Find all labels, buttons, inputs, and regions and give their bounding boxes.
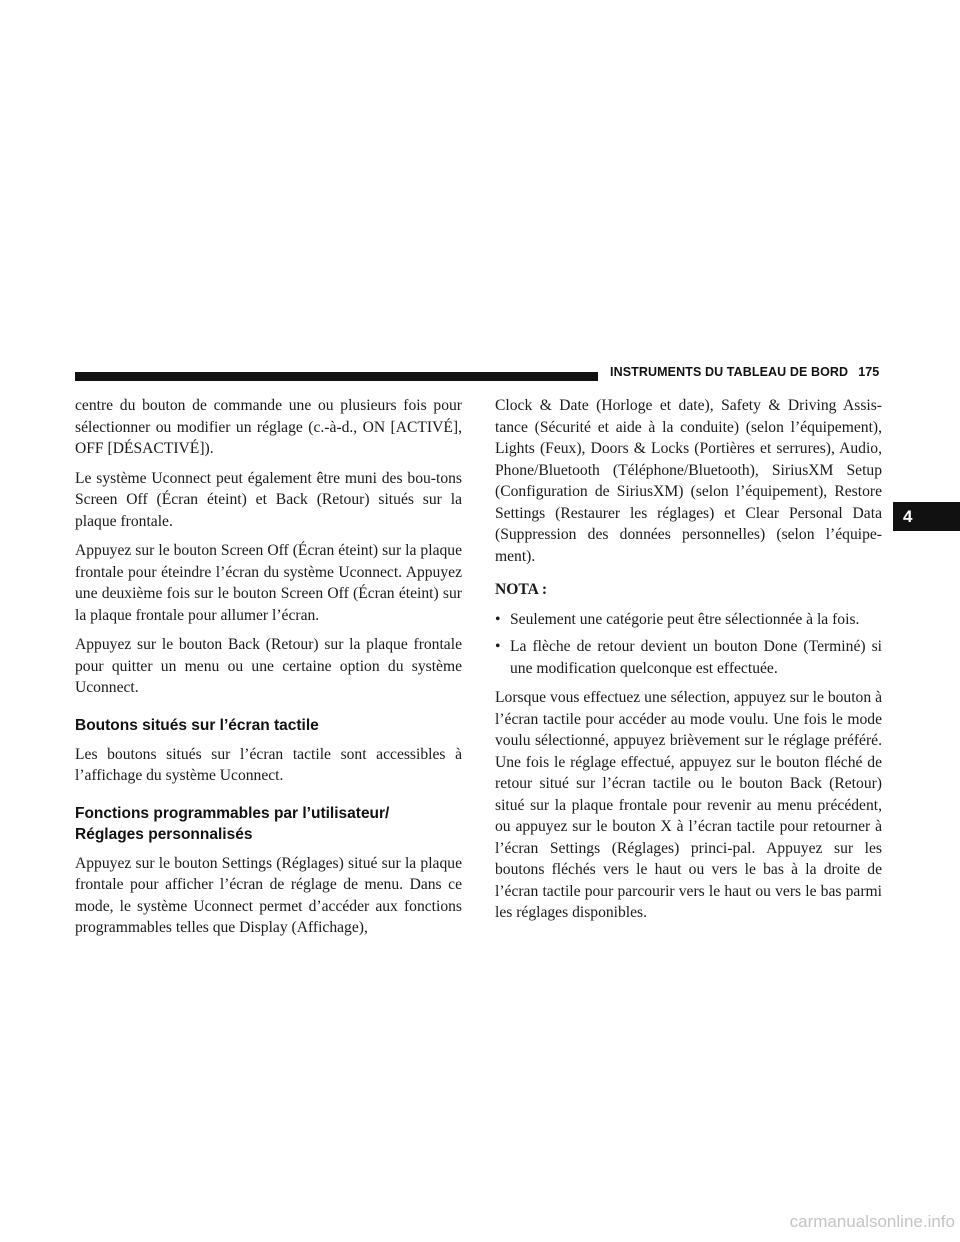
list-item [495, 636, 882, 679]
paragraph: Appuyez sur le bouton Back (Retour) sur la plaque frontale pour quitter un menu ou une certaine option du système Uconnect. [75, 636, 462, 696]
note-label: NOTA : [495, 581, 548, 598]
section-heading: Boutons situés sur l’écran tactile [75, 716, 319, 734]
page-number: 175 [858, 365, 880, 379]
chapter-tab: 4 [893, 502, 960, 531]
list-item-text: Seulement une catégorie peut être sélectionnée à la fois. [510, 610, 860, 628]
bullet-icon: • [495, 610, 501, 628]
list-item [495, 609, 882, 631]
paragraph: centre du bouton de commande une ou plusieurs fois pour sélectionner ou modifier un réglage (c.-à-d., ON [ACTIVÉ], OFF [DÉSACTIVÉ]). [75, 397, 462, 457]
running-header [610, 365, 880, 379]
section-title: INSTRUMENTS DU TABLEAU DE BORD [610, 365, 849, 379]
list-item-text: La flèche de retour devient un bouton Done (Terminé) si une modification quelconque est effectuée. [510, 638, 882, 677]
paragraph: Les boutons situés sur l’écran tactile sont accessibles à l’affichage du système Uconnect. [75, 745, 462, 784]
left-column [75, 395, 462, 947]
paragraph: Lorsque vous effectuez une sélection, appuyez sur le bouton à l’écran tactile pour accéder au mode voulu. Une fois le mode voulu sélectionné, appuyez brièvement sur le réglage préféré. Une fois le réglage effectué, appuyez sur le bouton fléché de retour situé sur l’écran tactile ou le bouton Back (Retour) situé sur la plaque frontale pour revenir au menu précédent, ou appuyez sur le bouton X à l’écran tactile pour retourner à l’écran Settings (Réglages) princi-pal. Appuyez sur les boutons fléchés vers le haut ou vers le bas à la droite de l’écran tactile pour parcourir vers le haut ou vers le bas parmi les réglages disponibles. [495, 689, 882, 921]
paragraph: Le système Uconnect peut également être muni des bou-tons Screen Off (Écran éteint) et Back (Retour) situés sur la plaque frontale. [75, 469, 462, 530]
paragraph: Appuyez sur le bouton Settings (Réglages) situé sur la plaque frontale pour afficher l’écran de réglage de menu. Dans ce mode, le système Uconnect permet d’accéder aux fonctions programmables telles que Display (Affichage), [75, 854, 462, 936]
header-rule [75, 372, 598, 381]
bullet-icon: • [495, 638, 501, 655]
paragraph: Clock & Date (Horloge et date), Safety & Driving Assis-tance (Sécurité et aide à la conduite) (selon l’équipement), Lights (Feux), Doors & Locks (Portières et serrures), Audio, Phone/Bluetooth (Téléphone/Bluetooth), SiriusXM Setup (Configuration de SiriusXM) (selon l’équipement), Restore Settings (Restaurer les réglages) et Clear Personal Data (Suppression des données personnelles) (selon l’équipe-ment). [495, 397, 882, 565]
heading-line: Réglages personnalisés [75, 825, 253, 843]
section-heading [75, 803, 462, 845]
paragraph: Appuyez sur le bouton Screen Off (Écran éteint) sur la plaque frontale pour éteindre l’écran du système Uconnect. Appuyez une deuxième fois sur le bouton Screen Off (Écran éteint) sur la plaque frontale pour allumer l’écran. [75, 542, 462, 624]
heading-line: Fonctions programmables par l’utilisateur/ [75, 804, 390, 822]
watermark: carmanualsonline.info [789, 1212, 955, 1231]
note-list [495, 609, 882, 680]
right-column [495, 395, 882, 932]
